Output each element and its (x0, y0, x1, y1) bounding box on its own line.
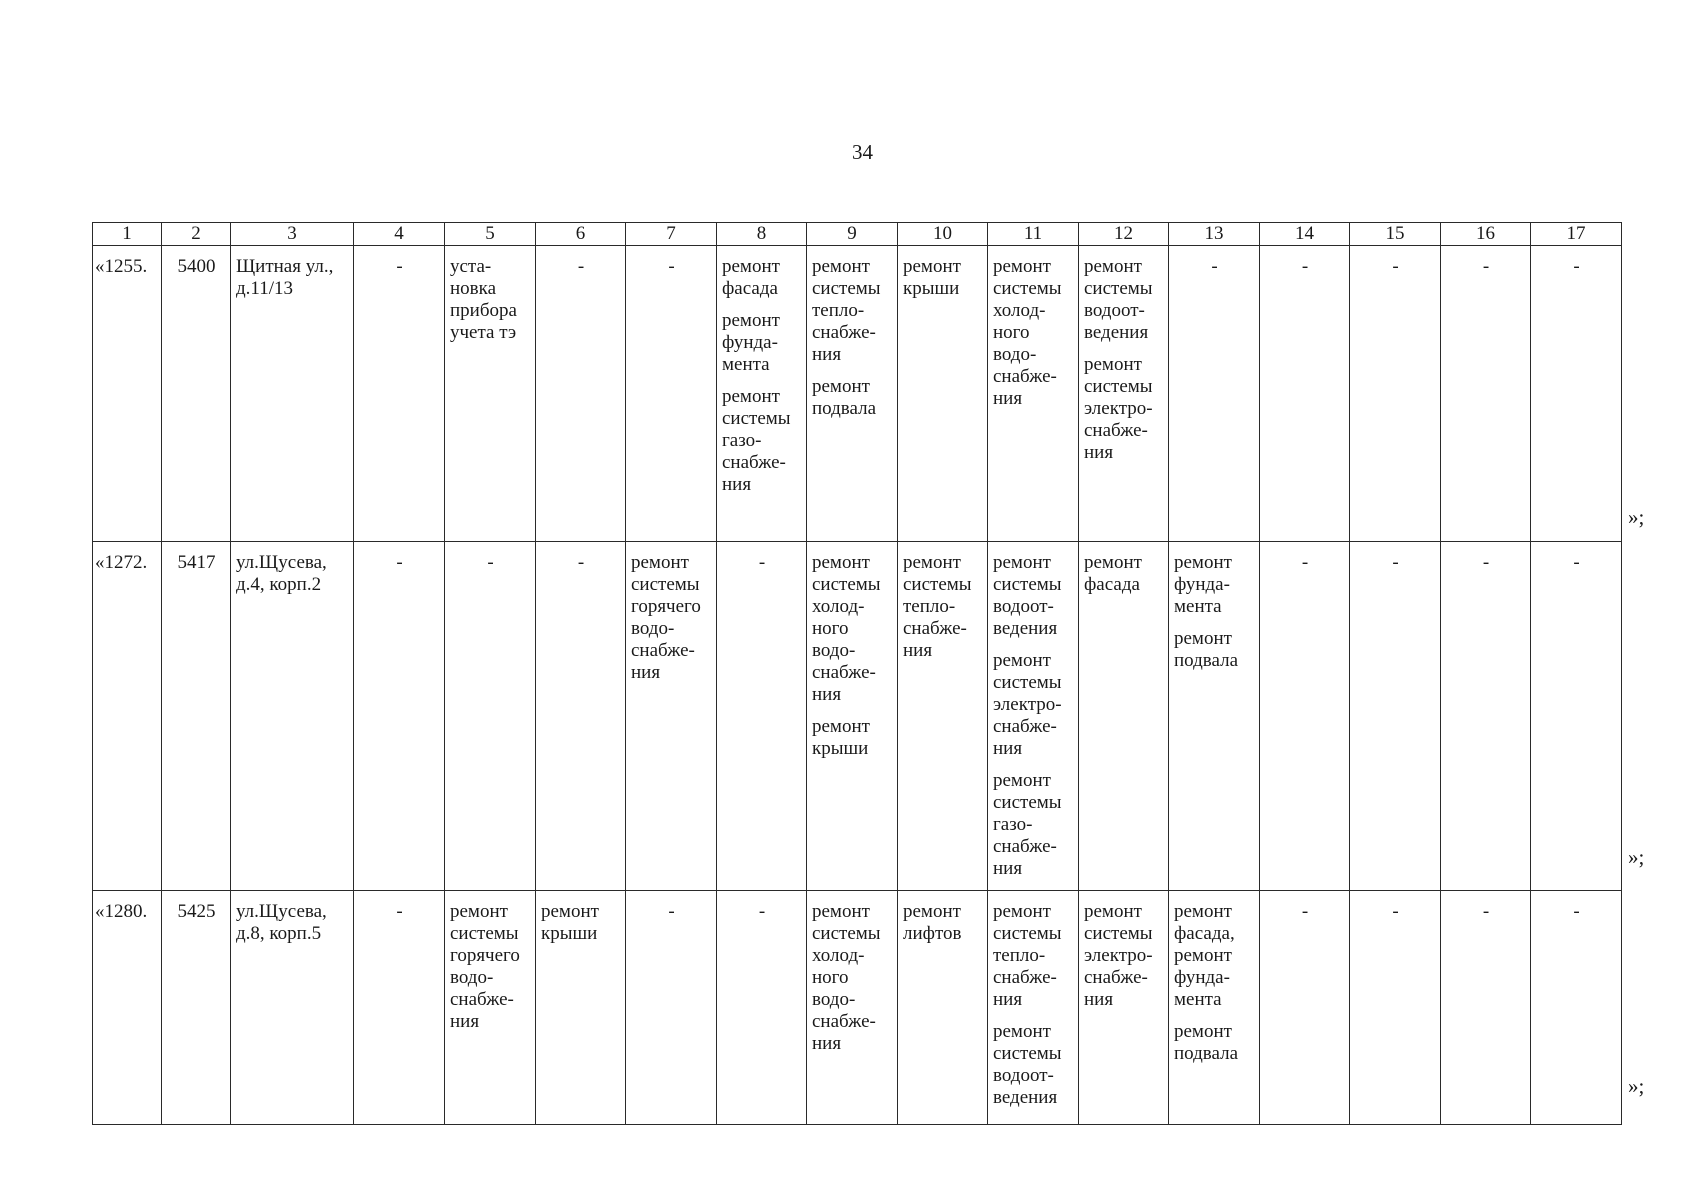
cell-entry (631, 552, 712, 684)
cell-text-line: снабже- (631, 640, 695, 661)
empty-work-cell: - (354, 542, 445, 891)
column-number-cell: 14 (1260, 223, 1350, 246)
empty-work-cell: - (354, 246, 445, 542)
cell-entry (993, 552, 1074, 640)
cell-text-line: ремонт (1174, 628, 1232, 649)
cell-text-line: ремонт (1084, 552, 1142, 573)
cell-text-line: уста- (450, 256, 492, 277)
empty-work-cell: - (536, 246, 626, 542)
cell-text-line: подвала (1174, 650, 1239, 671)
cell-text-line: ремонт (812, 376, 870, 397)
building-code-cell: 5400 (162, 246, 231, 542)
building-code-cell: 5417 (162, 542, 231, 891)
cell-text-line: системы (993, 278, 1062, 299)
cell-text-line: снабже- (812, 662, 876, 683)
cell-text-line: водоот- (1084, 300, 1145, 321)
cell-text-line: ния (993, 388, 1023, 409)
table-cell (1079, 246, 1169, 542)
cell-text-line: ного (812, 967, 849, 988)
table-cell (807, 246, 898, 542)
cell-entry (993, 256, 1074, 410)
empty-work-cell: - (717, 542, 807, 891)
cell-text-line: ния (1084, 989, 1114, 1010)
table-row (93, 542, 1622, 891)
cell-text-line: учета тэ (450, 322, 517, 343)
empty-work-cell: - (1350, 246, 1441, 542)
cell-text-line: ремонт (450, 901, 508, 922)
empty-work-cell: - (1350, 542, 1441, 891)
column-number-cell: 1 (93, 223, 162, 246)
cell-text-line: водо- (450, 967, 494, 988)
cell-text-line: холод- (993, 300, 1046, 321)
table-cell (536, 891, 626, 1125)
cell-entry (903, 901, 983, 945)
table-row (93, 246, 1622, 542)
cell-text-line: ного (993, 322, 1030, 343)
cell-text-line: системы (993, 923, 1062, 944)
cell-text-line: системы (1084, 376, 1153, 397)
empty-work-cell: - (1260, 542, 1350, 891)
cell-text-line: ремонт (722, 386, 780, 407)
cell-text-line: лифтов (903, 923, 962, 944)
cell-text-line: ул.Щусева, (236, 901, 327, 922)
cell-text-line: ремонт (903, 552, 961, 573)
cell-entry (541, 901, 621, 945)
empty-work-cell: - (1169, 246, 1260, 542)
table-cell (1169, 891, 1260, 1125)
cell-entry (722, 256, 802, 300)
cell-text-line: фунда- (722, 332, 778, 353)
table-row (93, 891, 1622, 1125)
cell-entry (450, 901, 531, 1033)
cell-text-line: снабже- (1084, 967, 1148, 988)
cell-text-line: ремонт (722, 256, 780, 277)
building-code-cell: 5425 (162, 891, 231, 1125)
cell-text-line: ремонт (993, 650, 1051, 671)
table-cell (1079, 542, 1169, 891)
empty-work-cell: - (1441, 542, 1531, 891)
cell-text-line: системы (812, 923, 881, 944)
cell-text-line: крыши (903, 278, 960, 299)
cell-entry (812, 901, 893, 1055)
cell-entry (450, 256, 531, 344)
cell-text-line: водо- (812, 989, 856, 1010)
empty-work-cell: - (354, 891, 445, 1125)
cell-text-line: снабже- (1084, 420, 1148, 441)
table-cell (231, 891, 354, 1125)
cell-text-line: ремонт (812, 256, 870, 277)
column-number-cell: 17 (1531, 223, 1622, 246)
cell-text-line: ния (993, 858, 1023, 879)
cell-text-line: подвала (812, 398, 877, 419)
cell-text-line: фасада (1084, 574, 1140, 595)
cell-entry (236, 256, 349, 300)
cell-entry (236, 901, 349, 945)
cell-text-line: крыши (541, 923, 598, 944)
cell-text-line: снабже- (450, 989, 514, 1010)
row-number-cell: «1272. (93, 542, 162, 891)
cell-text-line: крыши (812, 738, 869, 759)
cell-entry (1084, 552, 1164, 596)
cell-text-line: холод- (812, 596, 865, 617)
empty-work-cell: - (1350, 891, 1441, 1125)
table-cell (1079, 891, 1169, 1125)
cell-text-line: ведения (1084, 322, 1149, 343)
cell-text-line: системы (812, 278, 881, 299)
table-cell (445, 246, 536, 542)
cell-text-line: ремонт (1174, 1021, 1232, 1042)
column-number-cell: 6 (536, 223, 626, 246)
cell-text-line: системы (1084, 923, 1153, 944)
page-number: 34 (852, 140, 873, 164)
cell-entry (993, 1021, 1074, 1109)
cell-text-line: ния (450, 1011, 480, 1032)
row-number-cell: «1280. (93, 891, 162, 1125)
cell-text-line: мента (1174, 989, 1222, 1010)
cell-text-line: мента (1174, 596, 1222, 617)
cell-text-line: ремонт (993, 552, 1051, 573)
cell-entry (1174, 552, 1255, 618)
cell-text-line: системы (993, 792, 1062, 813)
cell-text-line: тепло- (812, 300, 865, 321)
cell-text-line: газо- (722, 430, 762, 451)
cell-text-line: ния (993, 738, 1023, 759)
table-cell (988, 542, 1079, 891)
cell-text-line: ремонт (1174, 901, 1232, 922)
cell-text-line: фасада (722, 278, 778, 299)
cell-text-line: системы (1084, 278, 1153, 299)
cell-text-line: ремонт (903, 256, 961, 277)
cell-text-line: ния (722, 474, 752, 495)
cell-text-line: ремонт (1084, 256, 1142, 277)
table-cell (807, 542, 898, 891)
table-cell (898, 891, 988, 1125)
cell-entry (1084, 901, 1164, 1011)
column-number-row (93, 223, 1622, 246)
cell-text-line: системы (722, 408, 791, 429)
cell-text-line: ремонт (541, 901, 599, 922)
cell-text-line: ного (812, 618, 849, 639)
cell-entry (903, 256, 983, 300)
cell-text-line: ремонт (1084, 354, 1142, 375)
empty-work-cell: - (1260, 891, 1350, 1125)
cell-text-line: фасада, (1174, 923, 1235, 944)
cell-entry (1174, 901, 1255, 1011)
cell-entry (1174, 628, 1255, 672)
cell-text-line: ния (1084, 442, 1114, 463)
column-number-cell: 4 (354, 223, 445, 246)
cell-text-line: ремонт (903, 901, 961, 922)
cell-text-line: снабже- (812, 1011, 876, 1032)
table-cell (988, 891, 1079, 1125)
cell-text-line: системы (903, 574, 972, 595)
table-cell (717, 246, 807, 542)
cell-text-line: ремонт (812, 716, 870, 737)
repair-schedule-table (92, 222, 1622, 1125)
cell-text-line: Щитная ул., (236, 256, 334, 277)
empty-work-cell: - (1260, 246, 1350, 542)
cell-text-line: снабже- (903, 618, 967, 639)
cell-text-line: ремонт (993, 770, 1051, 791)
cell-text-line: ремонт (1174, 552, 1232, 573)
cell-entry (812, 256, 893, 366)
table-cell (807, 891, 898, 1125)
empty-work-cell: - (626, 246, 717, 542)
cell-text-line: ремонт (1174, 945, 1232, 966)
cell-text-line: ведения (993, 1087, 1058, 1108)
cell-entry (993, 770, 1074, 880)
closing-quote: »; (1628, 505, 1645, 529)
cell-text-line: фунда- (1174, 967, 1230, 988)
row-number-cell: «1255. (93, 246, 162, 542)
cell-text-line: д.4, корп.2 (236, 574, 322, 595)
cell-text-line: ния (812, 684, 842, 705)
cell-text-line: ул.Щусева, (236, 552, 327, 573)
cell-text-line: ния (812, 1033, 842, 1054)
cell-text-line: ремонт (812, 901, 870, 922)
table-cell (988, 246, 1079, 542)
cell-text-line: снабже- (993, 366, 1057, 387)
table-cell (898, 246, 988, 542)
empty-work-cell: - (1531, 891, 1622, 1125)
cell-text-line: системы (993, 574, 1062, 595)
cell-text-line: ремонт (812, 552, 870, 573)
table-cell (898, 542, 988, 891)
cell-text-line: снабже- (993, 967, 1057, 988)
cell-entry (993, 650, 1074, 760)
cell-text-line: фунда- (1174, 574, 1230, 595)
empty-work-cell: - (626, 891, 717, 1125)
cell-text-line: прибора (450, 300, 517, 321)
cell-text-line: водо- (812, 640, 856, 661)
column-number-cell: 16 (1441, 223, 1531, 246)
cell-text-line: водо- (993, 344, 1037, 365)
cell-text-line: системы (450, 923, 519, 944)
cell-text-line: электро- (1084, 945, 1153, 966)
table-cell (626, 542, 717, 891)
cell-text-line: системы (993, 672, 1062, 693)
table-cell (231, 246, 354, 542)
column-number-cell: 12 (1079, 223, 1169, 246)
cell-entry (812, 376, 893, 420)
empty-work-cell: - (1441, 891, 1531, 1125)
cell-text-line: горячего (631, 596, 701, 617)
cell-text-line: тепло- (903, 596, 956, 617)
empty-work-cell: - (1531, 542, 1622, 891)
empty-work-cell: - (1531, 246, 1622, 542)
cell-text-line: д.8, корп.5 (236, 923, 322, 944)
cell-text-line: снабже- (993, 716, 1057, 737)
cell-text-line: системы (812, 574, 881, 595)
cell-text-line: электро- (993, 694, 1062, 715)
column-number-cell: 13 (1169, 223, 1260, 246)
column-number-cell: 9 (807, 223, 898, 246)
cell-entry (993, 901, 1074, 1011)
cell-text-line: системы (993, 1043, 1062, 1064)
cell-entry (1174, 1021, 1255, 1065)
cell-text-line: снабже- (722, 452, 786, 473)
cell-text-line: холод- (812, 945, 865, 966)
cell-text-line: ремонт (631, 552, 689, 573)
column-number-cell: 11 (988, 223, 1079, 246)
cell-text-line: ремонт (722, 310, 780, 331)
cell-text-line: водоот- (993, 596, 1054, 617)
cell-text-line: водоот- (993, 1065, 1054, 1086)
cell-text-line: ния (812, 344, 842, 365)
cell-text-line: ремонт (993, 256, 1051, 277)
table-cell (445, 891, 536, 1125)
table-cell (231, 542, 354, 891)
cell-entry (812, 552, 893, 706)
column-number-cell: 7 (626, 223, 717, 246)
empty-work-cell: - (445, 542, 536, 891)
cell-text-line: ния (631, 662, 661, 683)
empty-work-cell: - (536, 542, 626, 891)
cell-text-line: ния (903, 640, 933, 661)
cell-text-line: подвала (1174, 1043, 1239, 1064)
cell-entry (1084, 256, 1164, 344)
cell-text-line: ремонт (993, 901, 1051, 922)
column-number-cell: 2 (162, 223, 231, 246)
closing-quote: »; (1628, 1074, 1645, 1098)
cell-entry (236, 552, 349, 596)
cell-text-line: системы (631, 574, 700, 595)
column-number-cell: 10 (898, 223, 988, 246)
cell-text-line: новка (450, 278, 497, 299)
cell-text-line: газо- (993, 814, 1033, 835)
cell-entry (722, 310, 802, 376)
cell-text-line: ремонт (1084, 901, 1142, 922)
empty-work-cell: - (717, 891, 807, 1125)
cell-text-line: мента (722, 354, 770, 375)
cell-text-line: горячего (450, 945, 520, 966)
cell-text-line: ремонт (993, 1021, 1051, 1042)
column-number-cell: 3 (231, 223, 354, 246)
cell-text-line: тепло- (993, 945, 1046, 966)
cell-text-line: ния (993, 989, 1023, 1010)
column-number-cell: 8 (717, 223, 807, 246)
cell-entry (903, 552, 983, 662)
cell-text-line: электро- (1084, 398, 1153, 419)
cell-entry (722, 386, 802, 496)
cell-entry (812, 716, 893, 760)
cell-text-line: д.11/13 (236, 278, 293, 299)
cell-text-line: снабже- (993, 836, 1057, 857)
column-number-cell: 15 (1350, 223, 1441, 246)
cell-text-line: водо- (631, 618, 675, 639)
cell-text-line: ведения (993, 618, 1058, 639)
closing-quote: »; (1628, 845, 1645, 869)
cell-text-line: снабже- (812, 322, 876, 343)
cell-entry (1084, 354, 1164, 464)
empty-work-cell: - (1441, 246, 1531, 542)
table-cell (1169, 542, 1260, 891)
column-number-cell: 5 (445, 223, 536, 246)
